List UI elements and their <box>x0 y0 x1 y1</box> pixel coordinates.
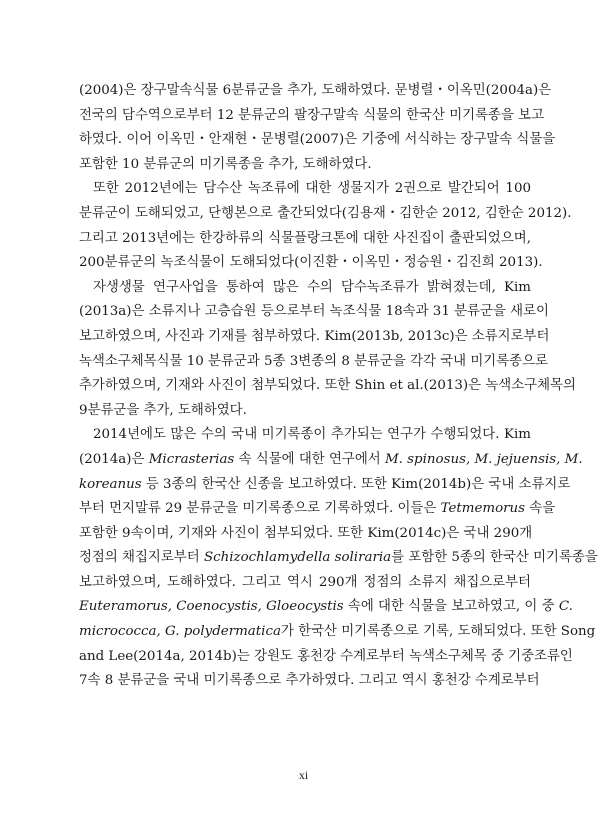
text-run: 전국의 담수역으로부터 12 분류군의 팔장구말속 식물의 한국산 미기록종을 보고 <box>79 107 545 123</box>
text-run: 속 식물에 대한 연구에서 <box>234 451 385 467</box>
italic-text: micrococca, G. polydermatica <box>79 624 281 640</box>
text-line <box>79 669 540 694</box>
text-line <box>79 104 545 129</box>
text-line <box>79 325 550 350</box>
text-line <box>79 497 556 522</box>
text-line <box>79 399 531 424</box>
italic-text: Tetmemorus <box>440 501 526 517</box>
text-run: 분류군이 도해되었고, 단행본으로 출간되었다(김용재・김한순 2012, 김한순 2012). <box>79 205 572 221</box>
text-line <box>79 645 573 670</box>
text-run: 200분류군의 녹조식물이 도해되었다(이진환・이옥민・정승원・김진희 2013). <box>79 255 543 271</box>
text-run: 부터 먼지말류 29 분류군을 미기록종으로 기록하였다. 이들은 <box>79 501 441 517</box>
text-line <box>79 153 531 178</box>
text-line <box>79 423 531 448</box>
text-run: 속을 <box>525 501 556 517</box>
text-line <box>79 571 531 596</box>
text-run: 정점의 채집지로부터 <box>79 550 204 566</box>
italic-text: Micrasterias <box>148 451 235 467</box>
text-line <box>79 251 543 276</box>
text-line <box>79 79 552 104</box>
text-run: 추가하였으며, 기재와 사진이 첨부되었다. 또한 Shin et al.(2013)은 녹색소구체목의 <box>79 378 576 394</box>
text-run: (2014a)은 <box>79 451 149 467</box>
text-line <box>79 202 572 227</box>
text-run: (2013a)은 소류지나 고층습원 등으로부터 녹조식물 18속과 31 분류군을 새로이 <box>79 304 549 320</box>
text-run: and Lee(2014a, 2014b)는 강원도 홍천강 수계로부터 녹색소구체목 중 기중조류인 <box>79 648 573 664</box>
italic-text: C. <box>558 599 573 615</box>
text-line <box>79 620 596 645</box>
text-run: 를 포함한 5종의 한국산 미기록종을 <box>391 550 598 566</box>
text-run: 9분류군을 추가, 도해하였다. <box>79 402 247 418</box>
page-number: xi <box>298 768 309 782</box>
text-run: 가 한국산 미기록종으로 기록, 도해되었다. 또한 Song <box>280 624 596 640</box>
text-line <box>79 595 573 620</box>
text-run: 포함한 9속이며, 기재와 사진이 첨부되었다. 또한 Kim(2014c)은 국내 290개 <box>79 525 533 541</box>
text-run: 하였다. 이어 이옥민・안재현・문병렬(2007)은 기중에 서식하는 장구말속 식물을 <box>79 132 556 148</box>
text-run: 등 3종의 한국산 신종을 보고하였다. 또한 Kim(2014b)은 국내 소류지로 <box>141 476 571 492</box>
text-line <box>79 227 531 252</box>
body-text <box>79 79 598 694</box>
text-line <box>79 177 531 202</box>
text-line <box>79 374 576 399</box>
text-line <box>79 522 531 547</box>
text-run: 보고하였으며, 도해하였다. 그리고 역시 290개 정점의 소류지 채집으로부터 <box>79 574 531 590</box>
italic-text: Euteramorus, Coenocystis, Gloeocystis <box>79 599 344 615</box>
text-run: (2004)은 장구말속식물 6분류군을 추가, 도해하였다. 문병렬・이옥민(2004a)은 <box>79 83 552 98</box>
text-run: 2014년에도 많은 수의 국내 미기록종이 추가되는 연구가 수행되었다. Kim <box>93 427 531 443</box>
text-line <box>79 276 531 301</box>
text-run: 그리고 2013년에는 한강하류의 식물플랑크톤에 대한 사진집이 출판되었으며, <box>79 230 531 246</box>
text-line <box>79 473 571 498</box>
text-line <box>79 128 556 153</box>
text-run: 녹색소구체목식물 10 분류군과 5종 3변종의 8 분류군을 각각 국내 미기록종으로 <box>79 353 548 369</box>
text-run: 자생생물 연구사업을 통하여 많은 수의 담수녹조류가 밝혀졌는데, Kim <box>93 279 531 295</box>
text-line <box>79 546 598 571</box>
text-run: 포함한 10 분류군의 미기록종을 추가, 도해하였다. <box>79 156 372 172</box>
text-run: 보고하였으며, 사진과 기재를 첨부하였다. Kim(2013b, 2013c)은 소류지로부터 <box>79 328 550 344</box>
text-line <box>79 300 549 325</box>
italic-text: koreanus <box>79 476 142 492</box>
italic-text: Schizochlamydella soliraria <box>203 550 392 566</box>
text-run: 속에 대한 식물을 보고하였고, 이 중 <box>343 599 559 615</box>
italic-text: M. spinosus, M. jejuensis, M. <box>384 451 583 467</box>
text-line <box>79 350 548 375</box>
text-run: 또한 2012년에는 담수산 녹조류에 대한 생물지가 2권으로 발간되어 100 <box>93 181 531 197</box>
text-line <box>79 448 583 473</box>
text-run: 7속 8 분류군을 국내 미기록종으로 추가하였다. 그리고 역시 홍천강 수계로부터 <box>79 673 540 689</box>
